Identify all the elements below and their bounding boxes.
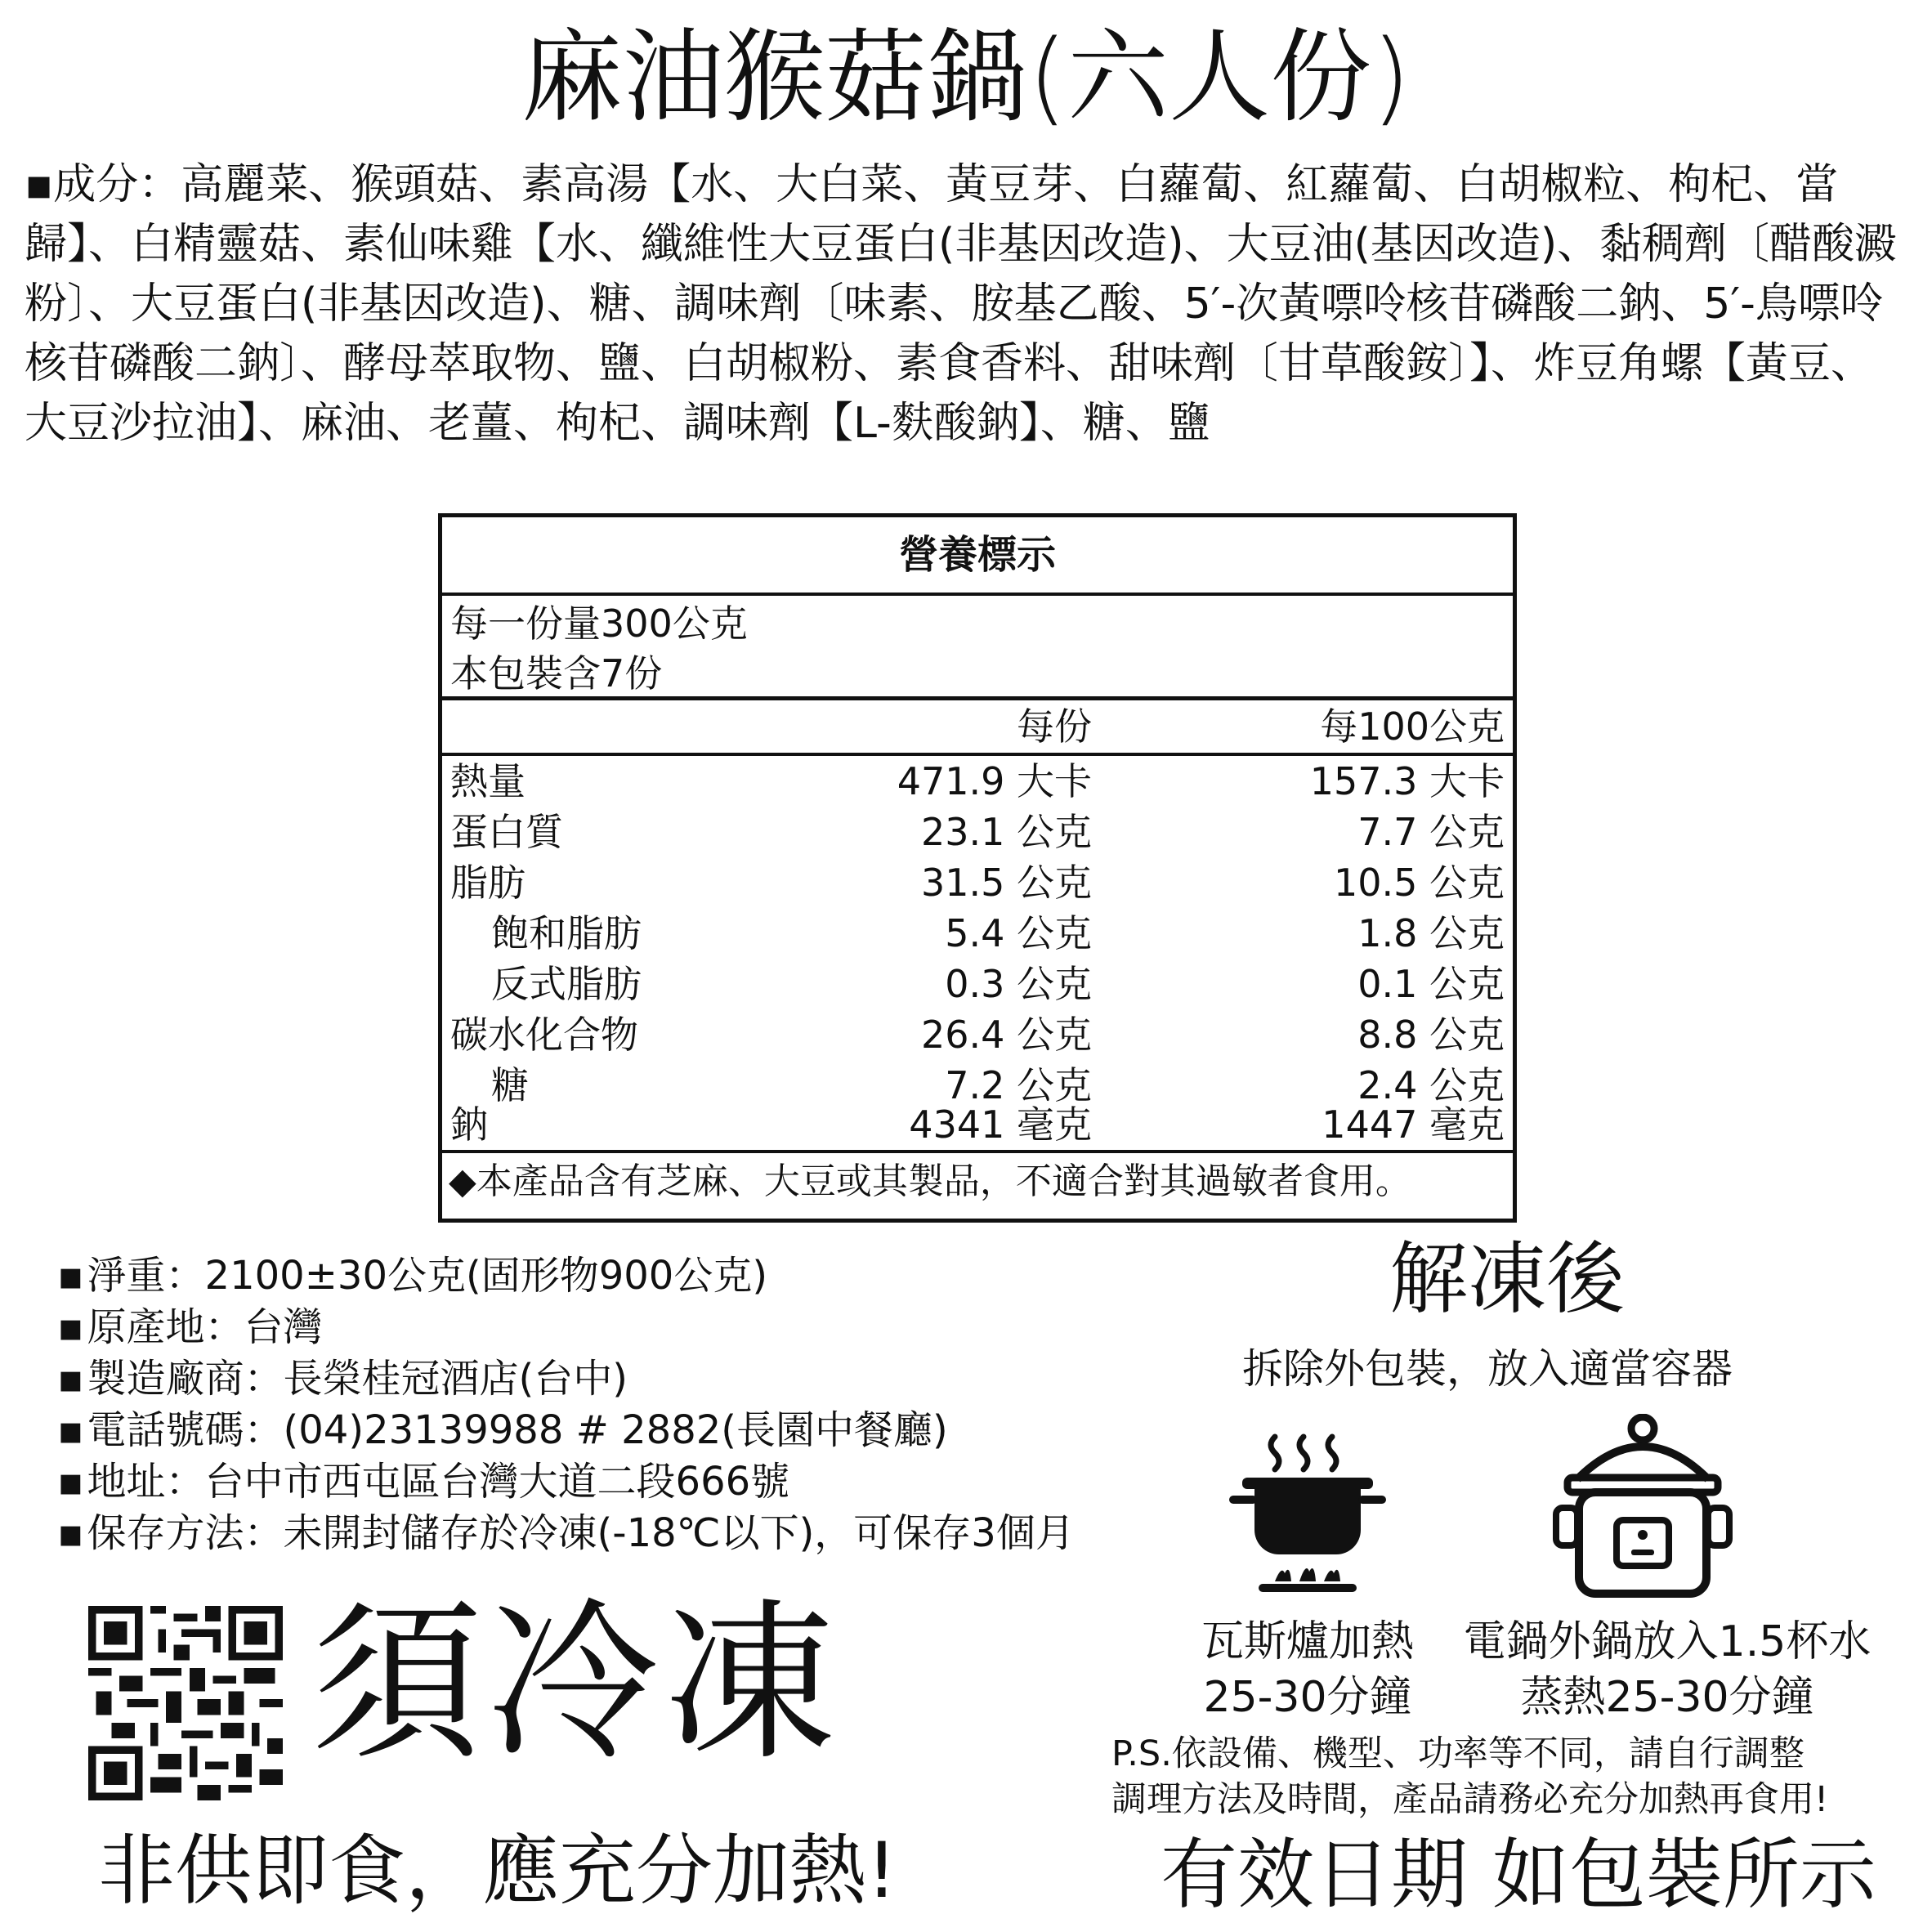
ps-line1: P.S.依設備、機型、功率等不同，請自行調整 xyxy=(1111,1733,1805,1774)
nutrient-name: 脂肪 xyxy=(450,861,525,905)
cooker-line2: 蒸熱25-30分鐘 xyxy=(1520,1673,1814,1722)
nutrient-per-100g: 7.7 公克 xyxy=(1357,810,1505,854)
nutrient-per-serving: 5.4 公克 xyxy=(945,911,1092,955)
table-row xyxy=(442,959,1513,1009)
manufacturer: ▪ 製造廠商：長榮桂冠酒店(台中) xyxy=(57,1353,1075,1405)
nutrient-per-100g: 1447 毫克 xyxy=(1322,1102,1505,1147)
nutrition-rows xyxy=(442,756,1513,1153)
product-title: 麻油猴菇鍋(六人份) xyxy=(521,19,1411,136)
qr-code-icon xyxy=(88,1606,283,1800)
nutrient-name: 反式脂肪 xyxy=(491,962,642,1006)
thaw-subtitle: 拆除外包裝，放入適當容器 xyxy=(1242,1345,1733,1393)
stove-method xyxy=(1185,1614,1430,1725)
ingredients-text: ▪成分：高麗菜、猴頭菇、素高湯【水、大白菜、黃豆芽、白蘿蔔、紅蘿蔔、白胡椒粒、枸杞、當歸】、白精靈菇、素仙味雞【水、纖維性大豆蛋白(非基因改造)、大豆油(基因改造)、黏稠劑〔醋酸澱粉〕、大豆蛋白(非基因改造)、糖、調味劑〔味素、胺基乙酸、5′-次黃嘌呤核苷磷酸二鈉、5′-鳥嘌呤核苷磷酸二鈉〕、酵母萃取物、鹽、白胡椒粉、素食香料、甜味劑〔甘草酸銨〕】、炸豆角螺【黃豆、大豆沙拉油】、麻油、老薑、枸杞、調味劑【L-麩酸鈉】、糖、鹽 xyxy=(25,160,1898,448)
nutrient-name: 蛋白質 xyxy=(450,810,563,854)
nutrient-per-100g: 8.8 公克 xyxy=(1357,1013,1505,1057)
thaw-title: 解凍後 xyxy=(1389,1233,1625,1325)
nutrient-per-100g: 2.4 公克 xyxy=(1357,1063,1505,1107)
nutrition-table xyxy=(438,513,1517,1223)
nutrient-per-serving: 31.5 公克 xyxy=(920,861,1092,905)
nutrient-name: 飽和脂肪 xyxy=(491,911,642,955)
serving-size: 每一份量300公克 xyxy=(450,602,748,646)
nutrient-name: 鈉 xyxy=(450,1102,488,1147)
ps-note xyxy=(1111,1731,1828,1822)
nutrient-per-100g: 157.3 大卡 xyxy=(1309,759,1505,803)
nutrient-per-serving: 0.3 公克 xyxy=(945,962,1092,1006)
nutrient-per-serving: 7.2 公克 xyxy=(945,1063,1092,1107)
col-per-100g: 每100公克 xyxy=(1320,704,1505,749)
nutrient-name: 熱量 xyxy=(450,759,525,803)
stove-line1: 瓦斯爐加熱 xyxy=(1201,1617,1414,1666)
phone: ▪ 電話號碼：(04)23139988 # 2882(長園中餐廳) xyxy=(57,1405,1075,1456)
net-weight: ▪ 淨重：2100±30公克(固形物900公克) xyxy=(57,1250,1075,1302)
not-ready-to-eat: 非供即食，應充分加熱! xyxy=(98,1827,897,1916)
nutrient-per-serving: 471.9 大卡 xyxy=(897,759,1092,803)
rice-cooker-icon xyxy=(1553,1414,1733,1602)
keep-frozen-label: 須冷凍 xyxy=(311,1583,841,1783)
stove-pot-icon xyxy=(1226,1430,1389,1602)
ps-line2: 調理方法及時間，產品請務必充分加熱再食用! xyxy=(1111,1779,1829,1820)
nutrient-per-serving: 23.1 公克 xyxy=(920,810,1092,854)
table-row xyxy=(442,1009,1513,1060)
nutrient-name: 碳水化合物 xyxy=(450,1013,638,1057)
table-row xyxy=(442,908,1513,959)
nutrient-per-100g: 0.1 公克 xyxy=(1357,962,1505,1006)
cooker-method xyxy=(1455,1614,1880,1725)
origin: ▪ 原產地：台灣 xyxy=(57,1302,1075,1353)
product-info-list xyxy=(57,1250,1075,1559)
address: ▪ 地址：台中市西屯區台灣大道二段666號 xyxy=(57,1456,1075,1508)
expiry-date: 有效日期 如包裝所示 xyxy=(1161,1831,1876,1920)
storage: ▪ 保存方法：未開封儲存於冷凍(-18℃以下)，可保存3個月 xyxy=(57,1508,1075,1559)
servings-per-package: 本包裝含7份 xyxy=(450,651,663,695)
nutrition-column-headers xyxy=(442,700,1513,756)
cooker-line1: 電鍋外鍋放入1.5杯水 xyxy=(1463,1617,1872,1666)
table-row xyxy=(442,756,1513,807)
table-row xyxy=(442,1099,1513,1150)
table-row xyxy=(442,857,1513,908)
allergen-warning: ◆本產品含有芝麻、大豆或其製品，不適合對其過敏者食用。 xyxy=(449,1161,1411,1202)
stove-line2: 25-30分鐘 xyxy=(1203,1673,1412,1722)
col-per-serving: 每份 xyxy=(1017,704,1092,749)
nutrient-per-serving: 26.4 公克 xyxy=(920,1013,1092,1057)
nutrient-per-100g: 1.8 公克 xyxy=(1357,911,1505,955)
nutrient-per-100g: 10.5 公克 xyxy=(1333,861,1505,905)
nutrient-name: 糖 xyxy=(491,1063,529,1107)
table-row xyxy=(442,807,1513,857)
nutrient-per-serving: 4341 毫克 xyxy=(909,1102,1092,1147)
nutrition-heading: 營養標示 xyxy=(442,517,1513,596)
serving-info xyxy=(442,596,1513,700)
